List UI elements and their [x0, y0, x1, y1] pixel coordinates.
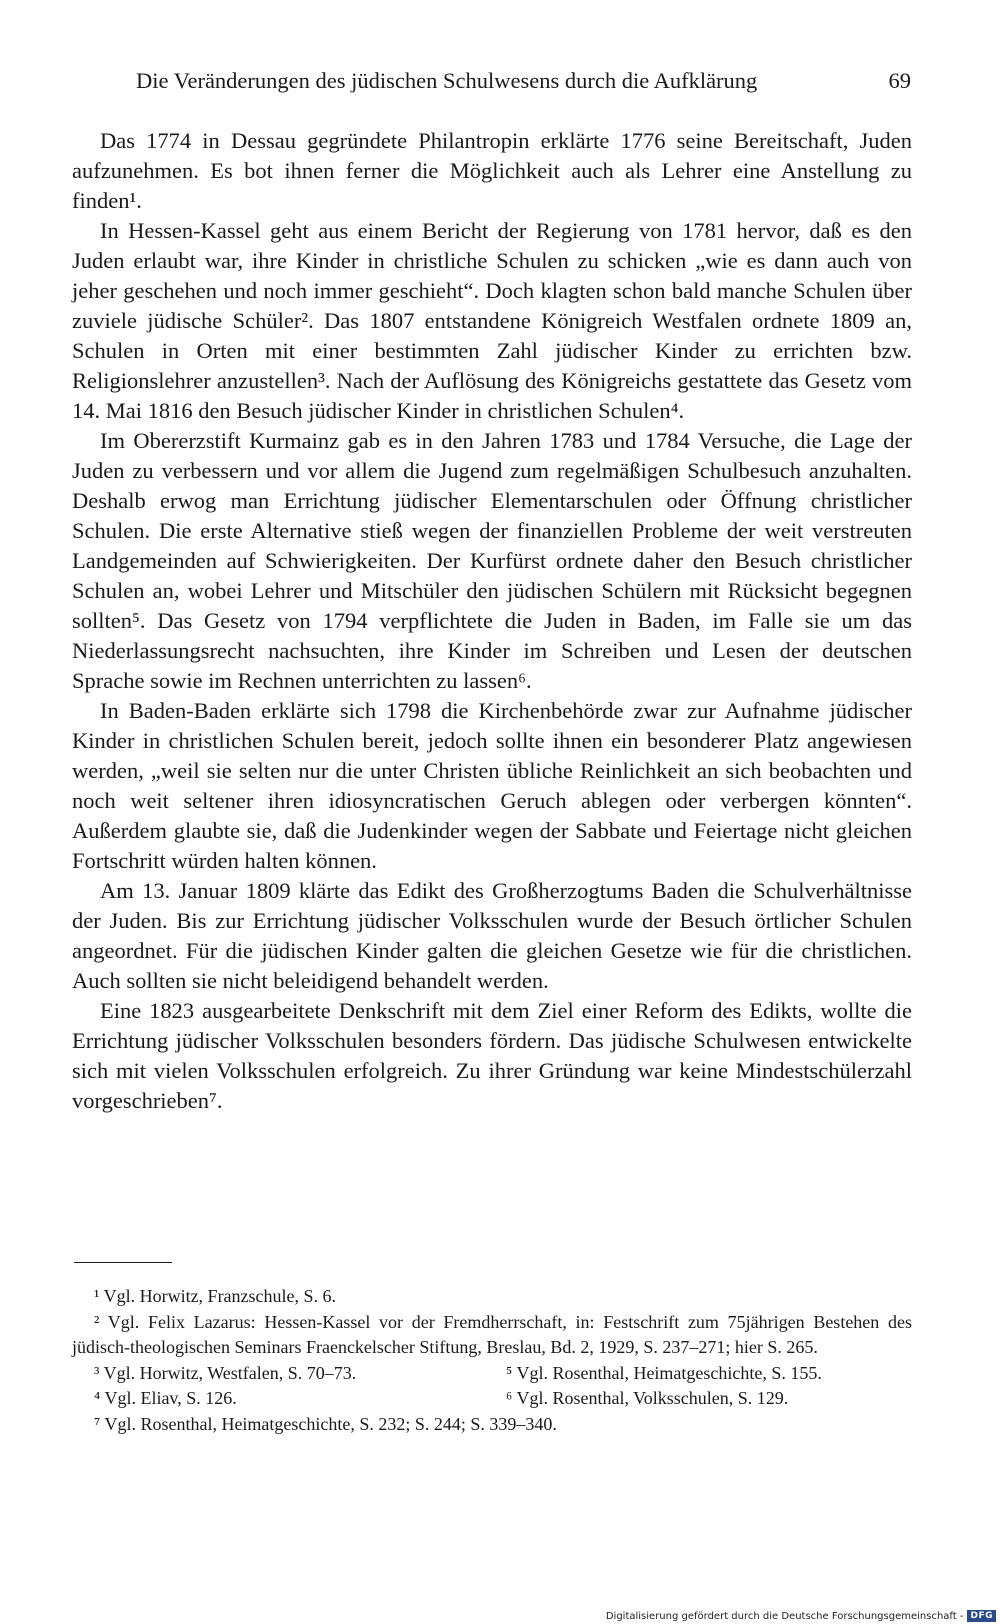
footnote-separator [74, 1262, 172, 1263]
paragraph-2: In Hessen-Kassel geht aus einem Bericht der Regierung von 1781 hervor, daß es den Juden erlaubt war, ihre Kinder in christliche Schulen zu schicken „wie es dann auch von jeher geschehen und noch immer geschieht“. Doch klagten schon bald manche Schulen über zuviele jüdische Schüler². Das 1807 entstandene Königreich Westfalen ordnete 1809 an, Schulen in Orten mit einer bestimmten Zahl jüdischer Kinder zu errichten bzw. Religionslehrer anzustellen³. Nach der Auflösung des Königreichs gestattete das Gesetz vom 14. Mai 1816 den Besuch jüdischer Kinder in christlichen Schulen⁴. [72, 218, 912, 423]
footnotes [72, 1284, 912, 1437]
paragraph-1: Das 1774 in Dessau gegründete Philantropin erklärte 1776 seine Bereitschaft, Juden aufzunehmen. Es bot ihnen ferner die Möglichkeit auch als Lehrer eine Anstellung zu finden¹. [72, 128, 912, 213]
digitization-credit [606, 1610, 996, 1622]
footnote-3: ³ Vgl. Horwitz, Westfalen, S. 70–73. [94, 1362, 357, 1383]
paragraph-5: Am 13. Januar 1809 klärte das Edikt des Großherzogtums Baden die Schulverhältnisse der Juden. Bis zur Errichtung jüdischer Volksschulen wurde der Besuch örtlicher Schulen angeordnet. Für die jüdischen Kinder galten die gleichen Gesetze wie für die christlichen. Auch sollten sie nicht beleidigend behandelt werden. [72, 878, 912, 993]
footnote-5: ⁵ Vgl. Rosenthal, Heimatgeschichte, S. 155. [506, 1362, 822, 1383]
main-text [72, 126, 912, 1116]
footnote-4: ⁴ Vgl. Eliav, S. 126. [94, 1388, 237, 1408]
paragraph-4: In Baden-Baden erklärte sich 1798 die Kirchenbehörde zwar zur Aufnahme jüdischer Kinder in christlichen Schulen bereit, jedoch sollte ihnen ein besonderer Platz angewiesen werden, „weil sie selten nur die unter Christen übliche Reinlichkeit an sich beobachten und noch weit seltener ihren idiosyncratischen Geruch ablegen oder verbergen könnten“. Außerdem glaubte sie, daß die Judenkinder wegen der Sabbate und Feiertage nicht gleichen Fortschritt würden halten können. [72, 698, 912, 873]
footnote-6: ⁶ Vgl. Rosenthal, Volksschulen, S. 129. [506, 1388, 789, 1408]
dfg-logo-icon: DFG [967, 1610, 996, 1622]
running-header [136, 66, 911, 96]
paragraph-6: Eine 1823 ausgearbeitete Denkschrift mit dem Ziel einer Reform des Edikts, wollte die Errichtung jüdischer Volksschulen besonders fördern. Das jüdische Schulwesen entwickelte sich mit vielen Volksschulen erfolgreich. Zu ihrer Gründung war keine Mindestschülerzahl vorgeschrieben⁷. [72, 998, 912, 1113]
footnote-2: ² Vgl. Felix Lazarus: Hessen-Kassel vor der Fremdherrschaft, in: Festschrift zum 75jährigen Bestehen des jüdisch-theologischen Seminars Fraenckelscher Stiftung, Breslau, Bd. 2, 1929, S. 237–271; hier S. 265. [72, 1311, 912, 1357]
paragraph-3: Im Obererzstift Kurmainz gab es in den Jahren 1783 und 1784 Versuche, die Lage der Juden zu verbessern und vor allem die Jugend zum regelmäßigen Schulbesuch anzuhalten. Deshalb erwog man Errichtung jüdischer Elementarschulen oder Öffnung christlicher Schulen. Die erste Alternative stieß wegen der finanziellen Probleme der weit verstreuten Landgemeinden auf Schwierigkeiten. Der Kurfürst ordnete daher den Besuch christlicher Schulen an, wobei Lehrer und Mitschüler den jüdischen Schülern mit Rücksicht begegnen sollten⁵. Das Gesetz von 1794 verpflichtete die Juden in Baden, im Falle sie um das Niederlassungsrecht nachsuchten, ihre Kinder im Schreiben und Lesen der deutschen Sprache sowie im Rechnen unterrichten zu lassen⁶. [72, 428, 912, 693]
footnote-row-3-5 [72, 1361, 912, 1387]
page-number: 69 [888, 68, 911, 93]
credit-text: Digitalisierung gefördert durch die Deutsche Forschungsgemeinschaft - [605, 1610, 964, 1622]
footnote-1: ¹ Vgl. Horwitz, Franzschule, S. 6. [94, 1286, 337, 1306]
footnote-row-4-6 [72, 1386, 912, 1412]
footnote-7: ⁷ Vgl. Rosenthal, Heimatgeschichte, S. 232; S. 244; S. 339–340. [94, 1413, 557, 1434]
running-title: Die Veränderungen des jüdischen Schulwesens durch die Aufklärung [136, 68, 758, 93]
